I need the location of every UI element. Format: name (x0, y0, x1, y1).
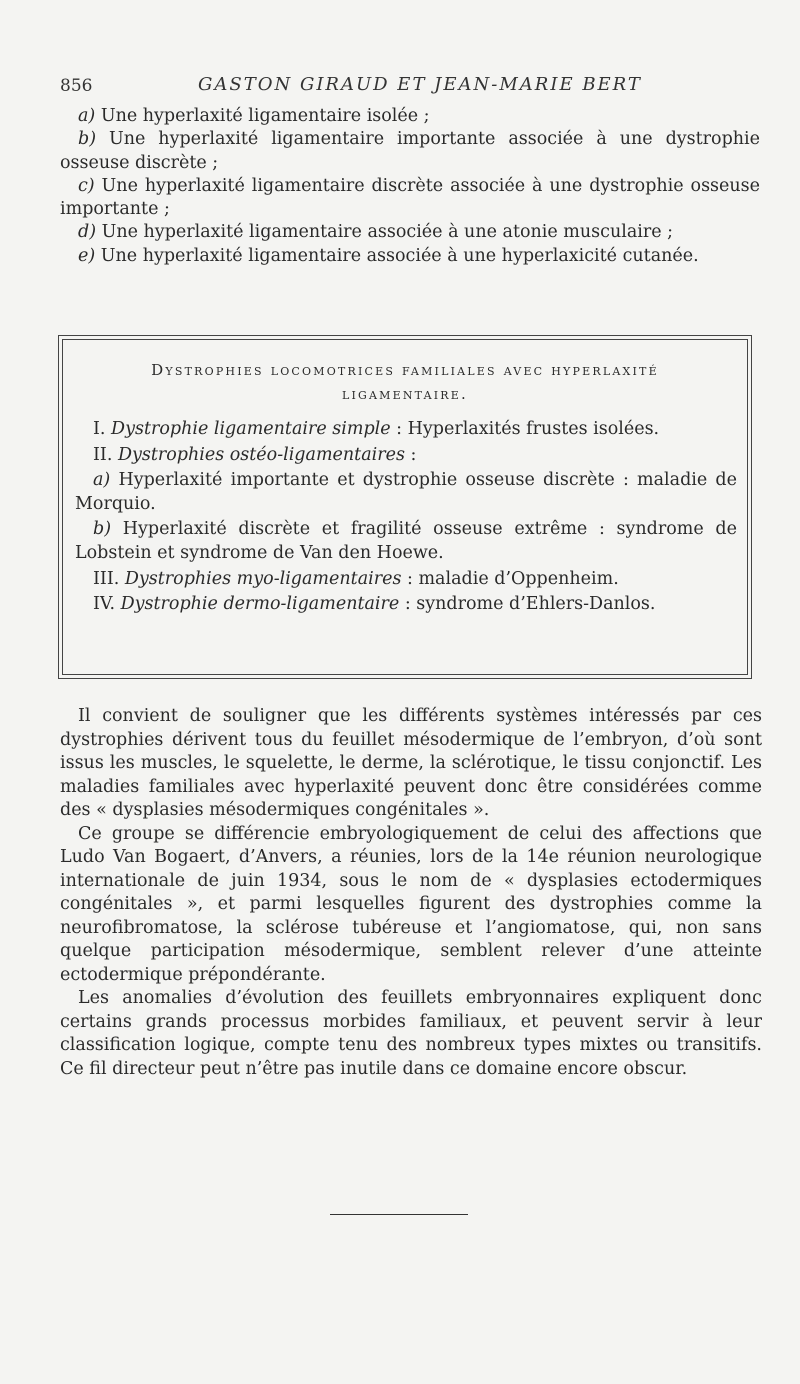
box-entry-ii-a (75, 469, 737, 516)
list-item-text: Une hyperlaxité ligamentaire discrète associée à une dystrophie osseuse importante ; (60, 175, 760, 220)
classification-box (62, 339, 748, 675)
list-item (60, 245, 760, 268)
list-item-label: a) (78, 106, 96, 126)
box-entry-iv (75, 593, 737, 617)
entry-number: I. (93, 419, 112, 439)
box-body (75, 418, 737, 619)
entry-label: a) (93, 470, 111, 491)
box-entry-ii (75, 444, 737, 468)
entry-text: Hyperlaxité discrète et fragilité osseuse extrême : syndrome de Lobstein et syndrome de Van den Hoewe. (75, 519, 737, 563)
list-item-label: c) (78, 175, 95, 196)
paragraph: Les anomalies d’évolution des feuillets embryonnaires expliquent donc certains grands processus morbides familiaux, et peuvent servir à leur classification logique, compte tenu des nombreux types mixtes ou transitifs. Ce fil directeur peut n’être pas inutile dans ce domaine encore obscur. (60, 988, 762, 1079)
page-number: 856 (60, 76, 93, 96)
entry-number: IV. (93, 594, 121, 615)
end-rule (330, 1214, 468, 1215)
list-item-text: Une hyperlaxité ligamentaire associée à une atonie musculaire ; (96, 222, 674, 243)
paragraph: Il convient de souligner que les différents systèmes intéressés par ces dystrophies dérivent tous du feuillet mésodermique de l’embryon, d’où sont issus les muscles, le squelette, le derme, la sclérotique, le tissu conjonctif. Les maladies familiales avec hyperlaxité peuvent donc être considérées comme des « dysplasies mésodermiques congénitales ». (60, 706, 762, 820)
list-item-label: e) (78, 245, 96, 266)
entry-title: Dystrophie dermo-ligamentaire (120, 594, 400, 615)
entry-number: II. (93, 444, 118, 465)
list-item (60, 175, 760, 222)
entry-title: Dystrophies ostéo-ligamentaires (117, 444, 405, 465)
list-item-label: b) (78, 129, 97, 150)
box-title-line: ligamentaire. (341, 385, 468, 403)
box-title (63, 358, 747, 406)
list-item (60, 105, 760, 128)
list-item-text: Une hyperlaxité ligamentaire importante associée à une dystrophie osseuse discrète ; (60, 129, 760, 173)
entry-text: Hyperlaxité importante et dystrophie osseuse discrète : maladie de Morquio. (75, 470, 737, 514)
list-item-label: d) (78, 222, 97, 243)
body-text (60, 705, 762, 1081)
entry-text: : (404, 444, 417, 465)
entry-title: Dystrophie ligamentaire simple (111, 419, 391, 439)
running-head: GASTON GIRAUD ET JEAN-MARIE BERT (198, 74, 642, 95)
box-entry-iii (75, 568, 737, 592)
entry-text: : maladie d’Oppenheim. (401, 568, 619, 589)
entry-title: Dystrophies myo-ligamentaires (124, 568, 402, 589)
box-entry-ii-b (75, 518, 737, 565)
classification-list (60, 105, 760, 268)
paragraph: Ce groupe se différencie embryologiquement de celui des affections que Ludo Van Bogaert, d’Anvers, a réunies, lors de la 14e réunion neurologique internationale de juin 1934, sous le nom de « dysplasies ectodermiques congénitales », et parmi lesquelles figurent des dystrophies comme la neurofibromatose, la sclérose tubéreuse et l’angiomatose, qui, non sans quelque participation mésodermique, semblent relever d’une atteinte ectodermique prépondérante. (60, 823, 762, 985)
entry-number: III. (93, 568, 125, 589)
list-item (60, 221, 760, 244)
box-entry-i (75, 418, 737, 442)
entry-text: : syndrome d’Ehlers-Danlos. (399, 594, 656, 615)
list-item (60, 128, 760, 175)
list-item-text: Une hyperlaxité ligamentaire associée à une hyperlaxicité cutanée. (95, 245, 699, 266)
entry-label: b) (93, 519, 112, 540)
list-item-text: Une hyperlaxité ligamentaire isolée ; (95, 106, 430, 126)
box-title-line: Dystrophies locomotrices familiales avec hyperlaxité (151, 361, 659, 379)
entry-text: : Hyperlaxités frustes isolées. (390, 419, 660, 439)
